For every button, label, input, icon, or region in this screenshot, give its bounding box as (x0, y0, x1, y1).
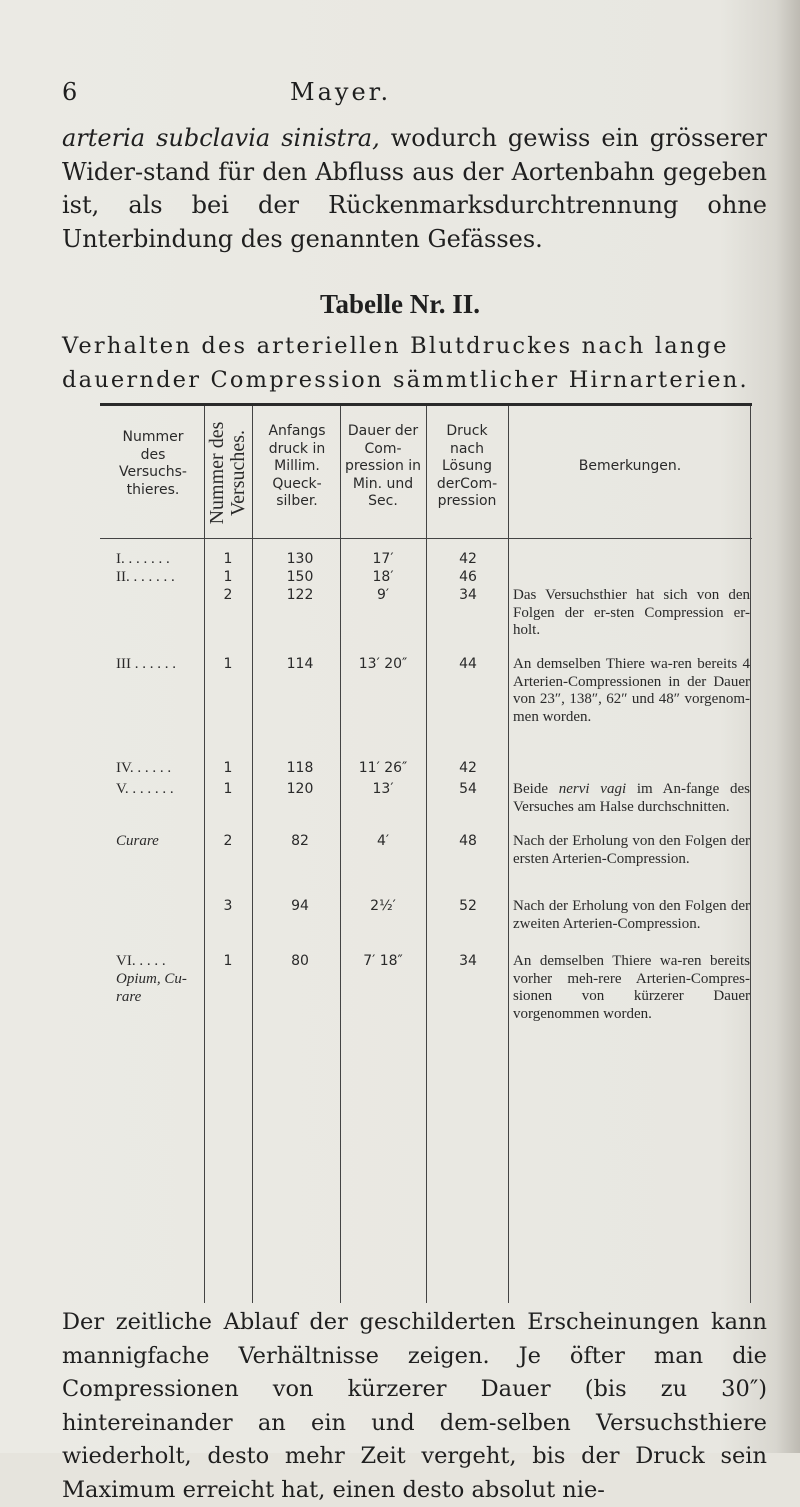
row-animal: III . . . . . . (116, 656, 176, 672)
page-number: 6 (62, 78, 78, 106)
row-pressure: 46 (459, 569, 477, 585)
column-divider (750, 406, 751, 1303)
row-start: 120 (286, 781, 314, 797)
data-table (100, 403, 752, 1308)
row-pressure: 54 (459, 781, 477, 797)
column-divider (508, 406, 509, 1303)
table-title: Tabelle Nr. II. (319, 289, 481, 319)
row-start: 80 (291, 953, 309, 969)
row-nr: 1 (223, 656, 233, 672)
row-animal: I. . . . . . . (116, 551, 170, 567)
row-nr: 1 (223, 551, 233, 567)
header-start-pressure: Anfangs druck in Millim. Queck-silber. (268, 423, 326, 509)
header-remarks: Bemerkungen. (578, 458, 682, 474)
row-remark: Nach der Erholung von den Folgen der ersten Arterien-Compression. (513, 833, 750, 867)
row-nr: 1 (223, 569, 233, 585)
header-experiment-number: Nummer des Versuches. (206, 421, 249, 525)
row-animal-note: Opium, Cu-rare (116, 971, 187, 1005)
row-remark (513, 781, 750, 816)
row-remark: Nach der Erholung von den Folgen der zweiten Arterien-Compression. (513, 898, 750, 932)
row-start: 150 (286, 569, 314, 585)
row-animal: V. . . . . . . (116, 781, 174, 797)
row-duration: 2½′ (370, 898, 396, 914)
row-nr: 2 (223, 833, 233, 849)
intro-italic: arteria subclavia sinistra, (62, 124, 380, 152)
running-head: Mayer. (290, 78, 392, 106)
header-animal: Nummer des Versuchs-thieres. (119, 429, 187, 498)
row-nr: 1 (223, 760, 233, 776)
row-duration: 7′ 18″ (363, 953, 403, 969)
row-pressure: 44 (459, 656, 477, 672)
remark-text: im An-fange des Versuches am Halse durchschnitten. (513, 781, 750, 815)
row-start: 118 (286, 760, 314, 776)
row-animal: IV. . . . . . (116, 760, 172, 776)
intro-paragraph (62, 122, 767, 256)
row-remark: An demselben Thiere wa-ren bereits vorher meh-rere Arterien-Compres-sionen von kürzerer Dauer vorgenommen worden. (513, 953, 750, 1022)
row-pressure: 42 (459, 760, 477, 776)
row-start: 82 (291, 833, 309, 849)
page-header (0, 78, 800, 118)
row-pressure: 34 (459, 953, 477, 969)
row-remark: Das Versuchsthier hat sich von den Folgen der er-sten Compression er-holt. (513, 587, 750, 639)
column-divider (204, 406, 205, 1303)
row-pressure: 42 (459, 551, 477, 567)
row-start: 94 (291, 898, 309, 914)
row-duration: 9′ (376, 587, 390, 603)
closing-paragraph: Der zeitliche Ablauf der geschilderten Erscheinungen kann mannigfache Verhältnisse zeigen. Je öfter man die Compressionen von kürzerer Dauer (bis zu 30″) hintereinander an ein und dem-selben Versuchsthiere wiederholt, desto mehr Zeit vergeht, bis der Druck sein Maximum erreicht hat, einen desto absolut nie- (62, 1309, 767, 1503)
row-remark: An demselben Thiere wa-ren bereits 4 Arterien-Compressionen in der Dauer von 23″, 138″, 62″ und 48″ vorgenom-men worden. (513, 656, 750, 725)
intro-text: wodurch gewiss ein grösserer Wider-stand für den Abfluss aus der Aortenbahn gegeben ist, als bei der Rückenmarksdurchtrennung ohne Unterbindung des genannten Gefässes. (62, 124, 767, 253)
row-start: 122 (286, 587, 314, 603)
row-start: 130 (286, 551, 314, 567)
row-animal: VI. . . . . (116, 953, 166, 969)
row-duration: 17′ (372, 551, 394, 567)
row-start: 114 (286, 656, 314, 672)
row-duration: 4′ (376, 833, 390, 849)
row-nr: 2 (223, 587, 233, 603)
header-pressure-after: Druck nach Lösung derCom-pression (436, 423, 498, 509)
column-divider (252, 406, 253, 1303)
row-pressure: 34 (459, 587, 477, 603)
row-animal: II. . . . . . . (116, 569, 175, 585)
row-duration: 13′ (372, 781, 394, 797)
row-nr: 1 (223, 781, 233, 797)
row-duration: 13′ 20″ (358, 656, 408, 672)
row-pressure: 48 (459, 833, 477, 849)
row-animal: Curare (116, 833, 159, 849)
remark-italic: nervi vagi (558, 781, 627, 797)
header-duration: Dauer der Com-pression in Min. und Sec. (344, 423, 422, 509)
column-divider (340, 406, 341, 1303)
remark-text: Beide (513, 781, 559, 797)
column-divider (426, 406, 427, 1303)
table-caption: Verhalten des arteriellen Blutdruckes nach lange dauernder Compression sämmtlicher Hirnarterien. (62, 333, 749, 393)
row-nr: 1 (223, 953, 233, 969)
row-duration: 11′ 26″ (358, 760, 408, 776)
row-pressure: 52 (459, 898, 477, 914)
row-duration: 18′ (372, 569, 394, 585)
row-nr: 3 (223, 898, 233, 914)
